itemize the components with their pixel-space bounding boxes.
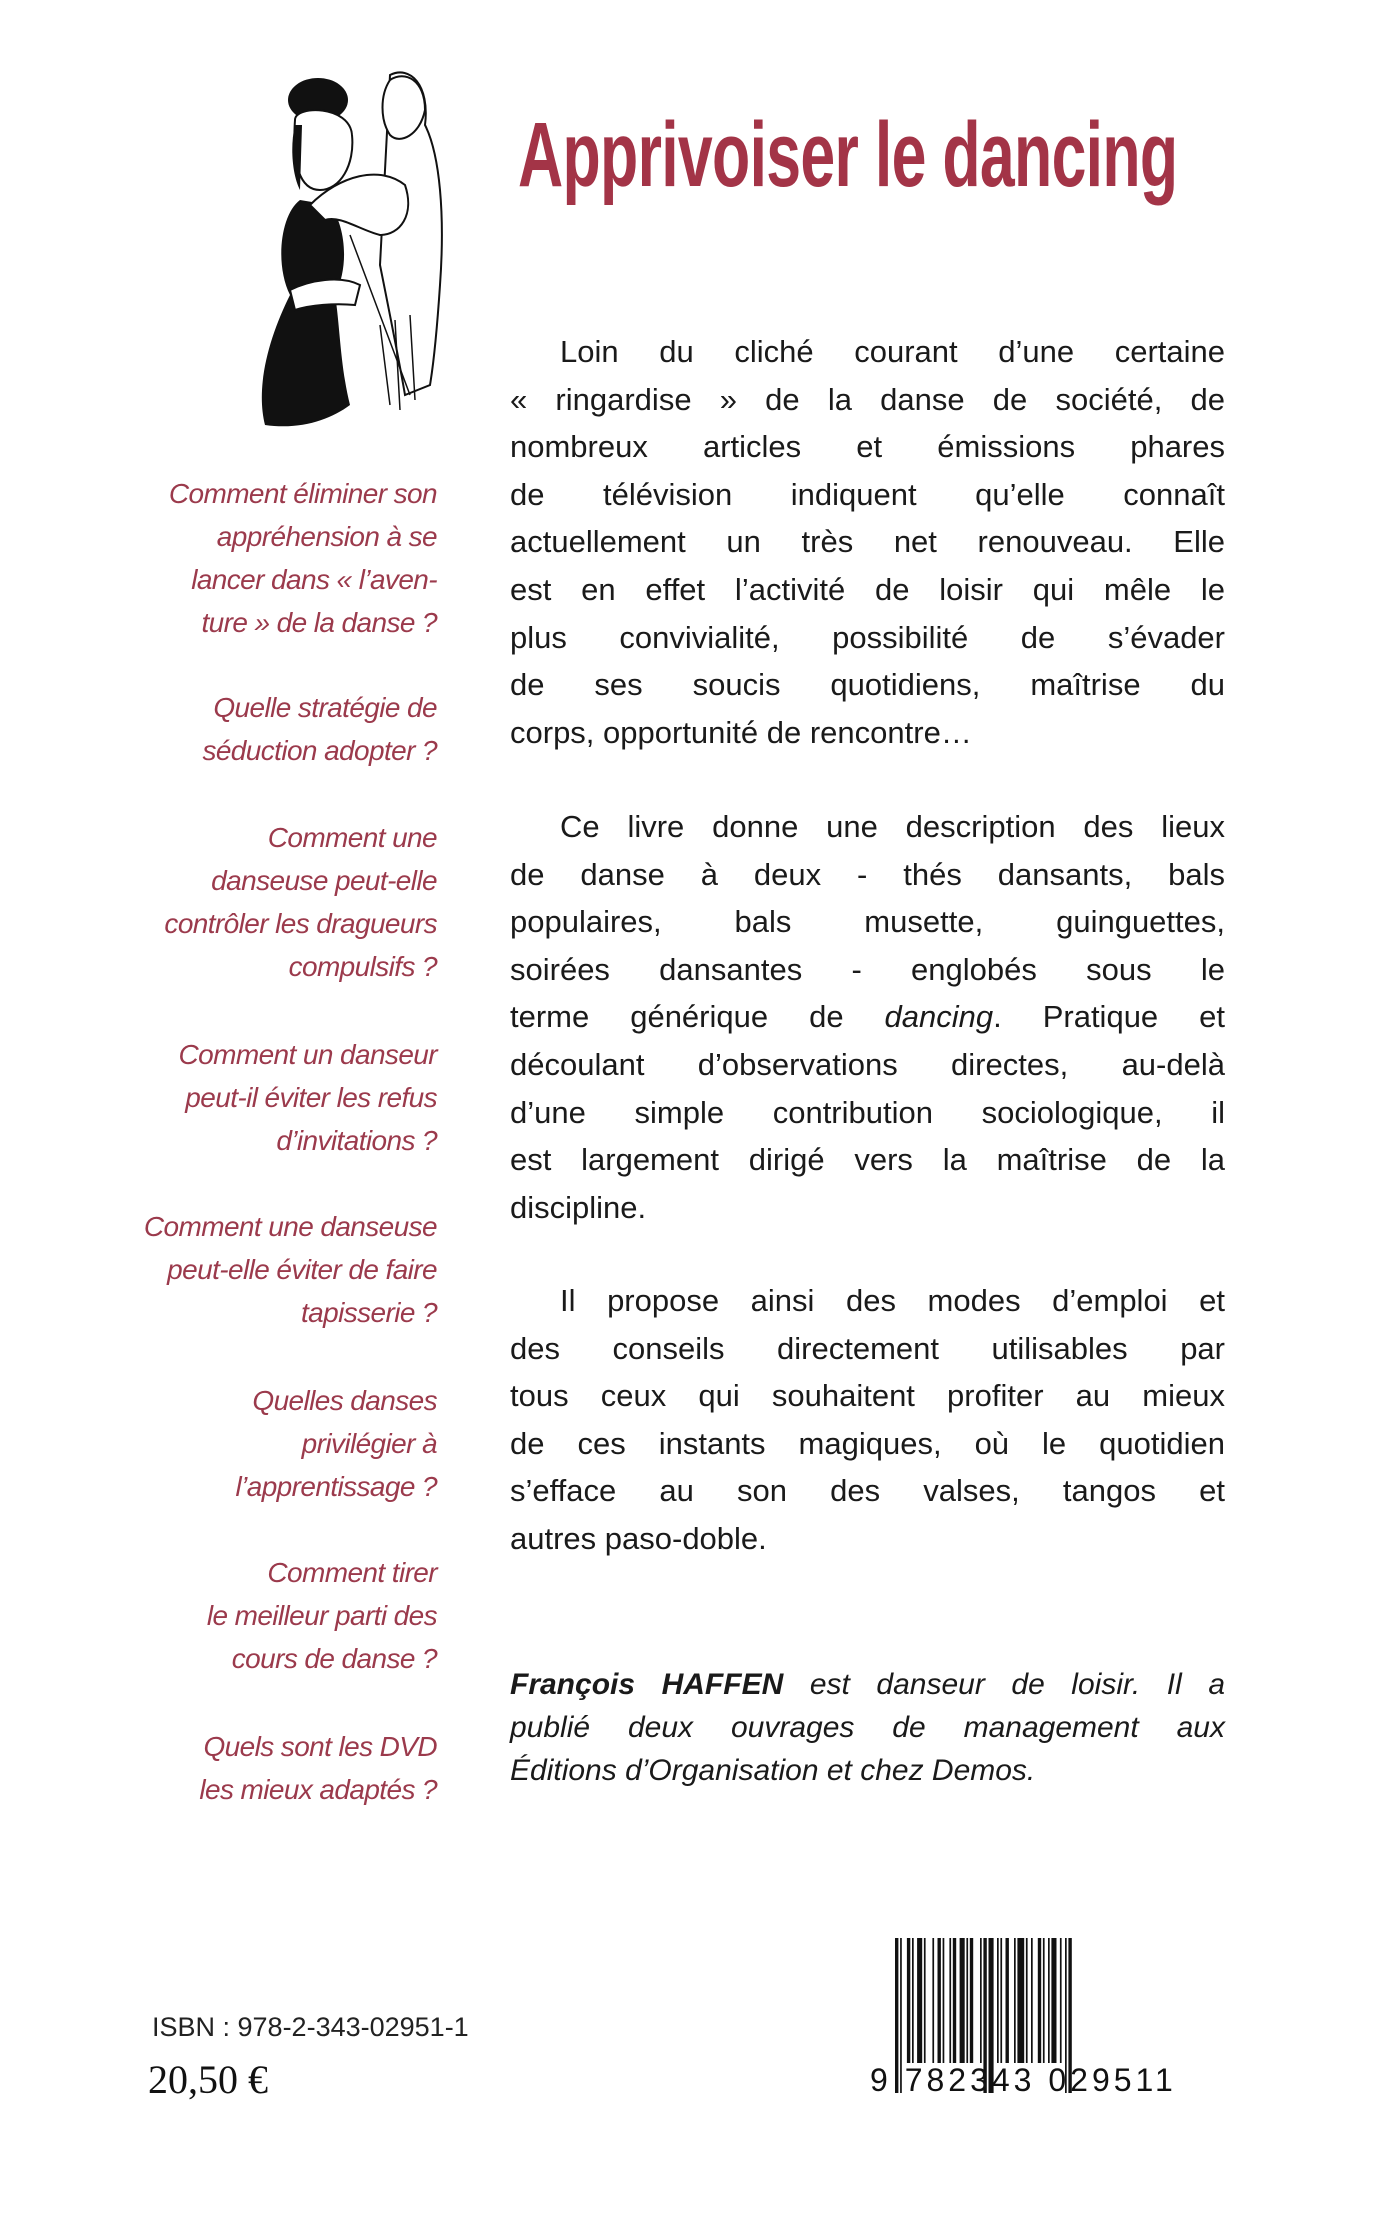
question [164,816,437,988]
paragraph-line: Ce livre donne une description des lieux [560,809,1225,844]
paragraph-line: découlant d’observations directes, au-delà [510,1046,1225,1082]
question-line: peut-il éviter les refus [185,1082,437,1113]
paragraph [510,328,1225,756]
paragraph-line: populaires, bals musette, guinguettes, [510,904,1225,940]
barcode-bar [970,1938,973,2063]
question [199,1725,437,1811]
barcode-bar [907,1938,910,2063]
paragraph-line: s’efface au son des valses, tangos et [510,1473,1225,1509]
question-line: Comment une [267,822,437,853]
author-line: Éditions d’Organisation et chez Demos. [510,1754,1036,1787]
question-line: d’invitations ? [276,1125,437,1156]
barcode-bar [960,1938,965,2063]
paragraph [510,803,1225,1231]
emphasis: dancing [884,999,994,1035]
question [207,1551,437,1680]
question [169,472,437,644]
question-line: tapisserie ? [301,1297,437,1328]
barcode-bar [953,1938,956,2063]
paragraph-line: des conseils directement utilisables par [510,1330,1225,1366]
barcode-bar [1048,1938,1050,2063]
question-line: peut-elle éviter de faire [167,1254,437,1285]
question [179,1033,437,1162]
question-line: Quelle stratégie de [213,692,437,723]
question-line: ture » de la danse ? [201,607,437,638]
question-line: Quels sont les DVD [203,1731,437,1762]
barcode-bar [1051,1938,1056,2063]
paragraph-line: tous ceux qui souhaitent profiter au mieux [510,1378,1225,1414]
question-line: le meilleur parti des [206,1600,437,1631]
author-line: François HAFFEN est danseur de loisir. Il a [510,1668,1226,1701]
paragraph-line: est en effet l’activité de loisir qui mêle le [510,571,1225,607]
barcode-bar [1000,1938,1002,2063]
barcode-bar [932,1938,934,2063]
barcode-bar [1026,1938,1028,2063]
author-name: François HAFFEN [510,1668,784,1701]
barcode-bar [1043,1938,1045,2063]
barcode-bar [997,1938,999,2063]
question-line: séduction adopter ? [202,735,437,766]
paragraph-line: plus convivialité, possibilité de s’évader [510,619,1225,655]
question-line: les mieux adaptés ? [199,1774,437,1805]
barcode-bar [912,1938,914,2063]
question [144,1205,437,1334]
question-line: Comment un danseur [178,1039,437,1070]
question-line: Comment éliminer son [168,478,437,509]
barcode-bar [966,1938,968,2063]
paragraph-line: Loin du cliché courant d’une certaine [560,334,1225,369]
question-line: lancer dans « l’aven- [191,564,437,595]
paragraph-line: d’une simple contribution sociologique, il [510,1094,1225,1130]
barcode-bar [1006,1938,1009,2063]
isbn: ISBN : 978-2-343-02951-1 [152,2012,469,2042]
dancing-couple-illustration [240,65,460,430]
paragraph-line: de ses soucis quotidiens, maîtrise du [510,667,1225,703]
paragraph-line: actuellement un très net renouveau. Elle [510,524,1225,560]
barcode-bar [980,1938,982,2063]
barcode-bar [938,1938,941,2063]
paragraph-line: de ces instants magiques, où le quotidien [510,1425,1225,1461]
paragraph [510,1277,1225,1563]
paragraph-line: soirées dansantes - englobés sous le [510,951,1225,987]
question-line: contrôler les dragueurs [164,908,437,939]
question-line: appréhension à se [216,521,437,552]
barcode-digits: 9 782343 029511 [870,2062,1177,2098]
paragraph-line: autres paso-doble. [510,1520,767,1556]
question-line: cours de danse ? [231,1643,437,1674]
question [236,1379,438,1508]
question-line: danseuse peut-elle [211,865,437,896]
book-title: Apprivoiser le dancing [518,104,1178,206]
barcode-bar [1038,1938,1041,2063]
paragraph-line: nombreux articles et émissions phares [510,429,1225,465]
barcode-bar [949,1938,951,2063]
barcode-bar [1060,1938,1062,2063]
paragraph-line: est largement dirigé vers la maîtrise de la [510,1142,1225,1178]
author-line: publié deux ouvrages de management aux [510,1711,1225,1744]
question-line: Comment une danseuse [143,1211,437,1242]
paragraph-line: de télévision indiquent qu’elle connaît [510,476,1225,512]
barcode-bar [917,1938,922,2063]
price: 20,50 € [148,2057,268,2102]
barcode-bar [1014,1938,1016,2063]
question-line: l’apprentissage ? [235,1471,437,1502]
paragraph-line: de danse à deux - thés dansants, bals [510,856,1225,892]
paragraph-line: discipline. [510,1189,647,1225]
question-line: Comment tirer [267,1557,437,1588]
barcode-bar [1017,1938,1024,2063]
question-line: privilégier à [301,1428,437,1459]
barcode-bar [1031,1938,1033,2063]
question [202,686,437,772]
paragraph-line: terme générique de dancing. Pratique et [510,999,1225,1035]
paragraph-line: « ringardise » de la danse de société, de [510,381,1225,417]
barcode-bar [943,1938,945,2063]
barcode-bar [924,1938,926,2063]
paragraph-line: Il propose ainsi des modes d’emploi et [560,1283,1225,1318]
question-line: Quelles danses [252,1385,437,1416]
paragraph-line: corps, opportunité de rencontre… [510,714,972,750]
author-bio [510,1663,1225,1792]
question-line: compulsifs ? [288,951,437,982]
